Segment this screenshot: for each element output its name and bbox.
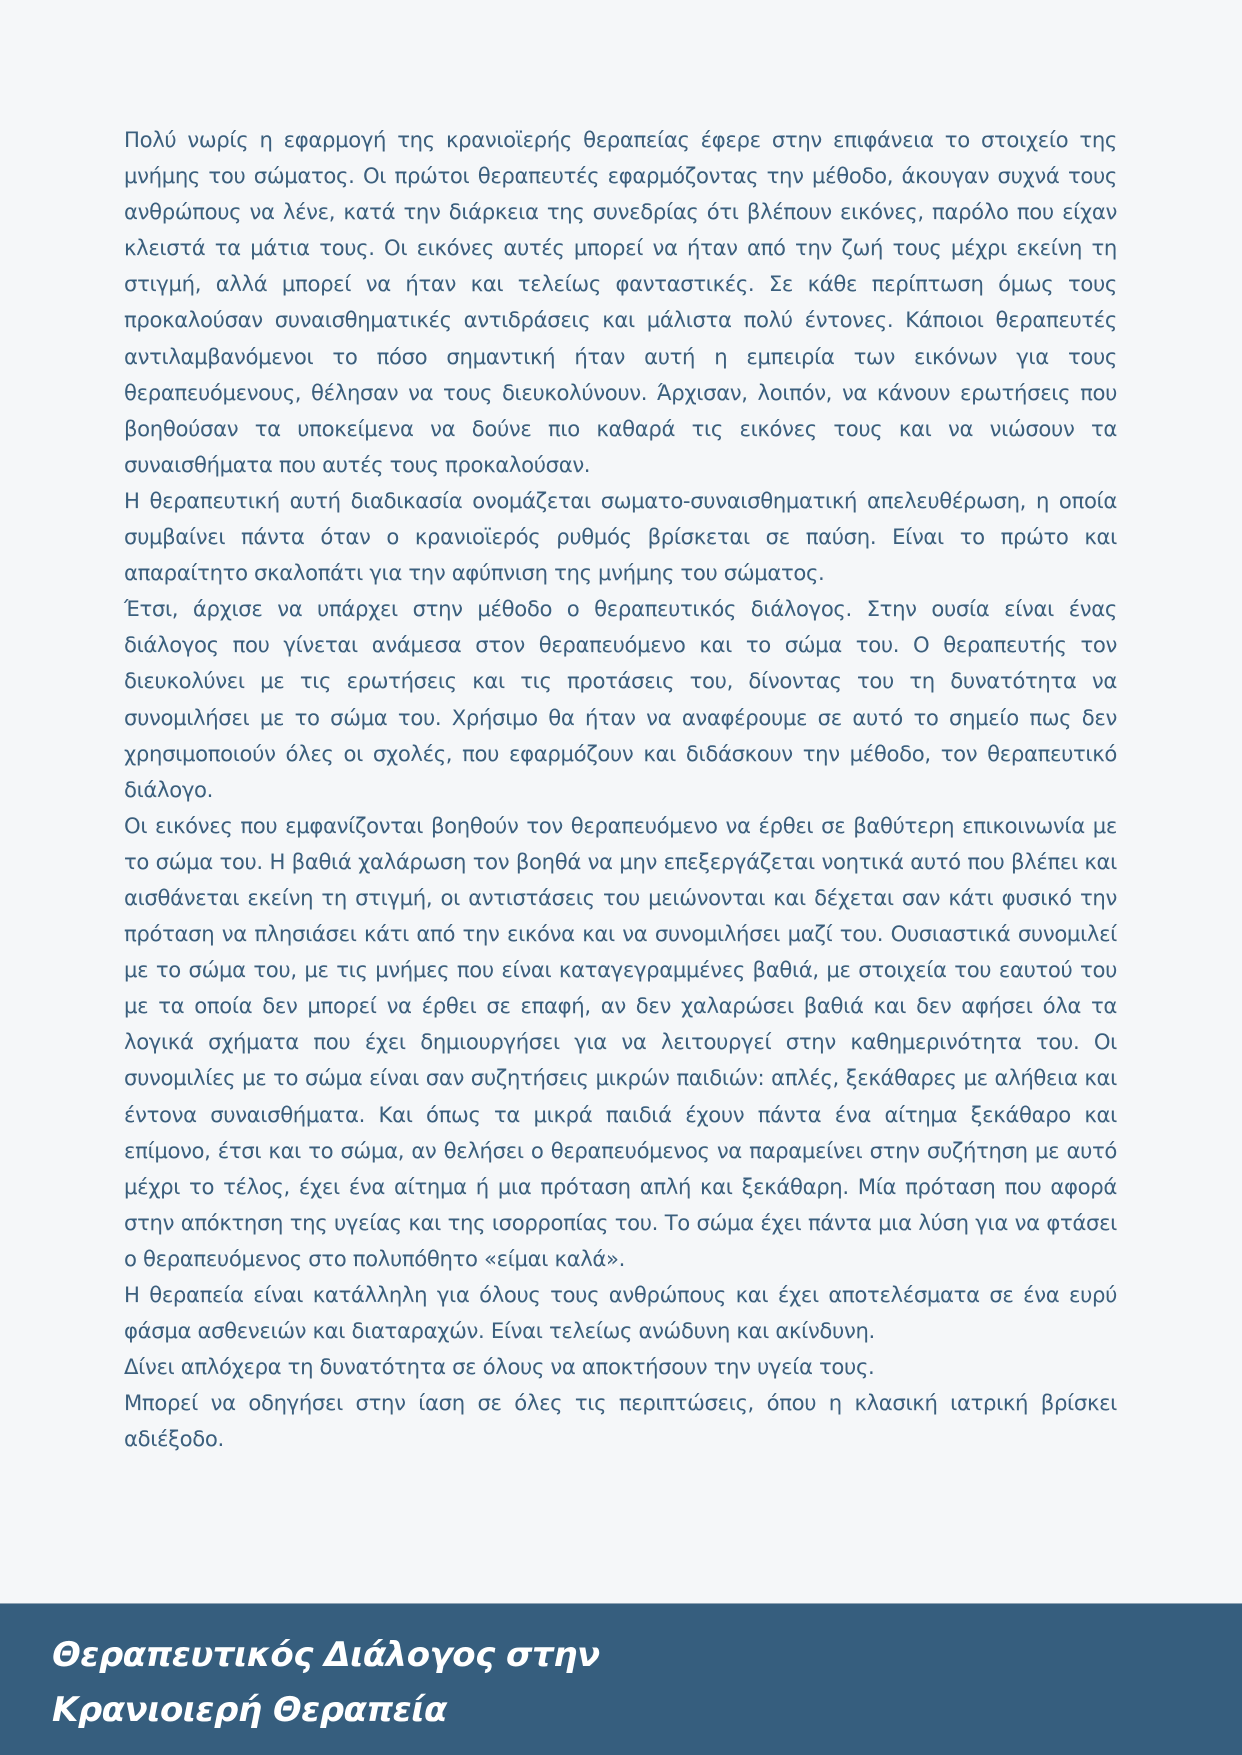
paragraph: Η θεραπεία είναι κατάλληλη για όλους τους ανθρώπους και έχει αποτελέσματα σε ένα ευρύ φάσμα ασθενειών και διαταραχών. Είναι τελείως ανώδυνη και ακίνδυνη. [124, 1282, 1117, 1344]
footer-title [52, 1628, 600, 1738]
article-body [124, 122, 1117, 1457]
paragraph: Μπορεί να οδηγήσει στην ίαση σε όλες τις περιπτώσεις, όπου η κλασική ιατρική βρίσκει αδιέξοδο. [124, 1390, 1117, 1452]
footer-banner [0, 1603, 1242, 1755]
paragraph: Οι εικόνες που εμφανίζονται βοηθούν τον θεραπευόμενο να έρθει σε βαθύτερη επικοινωνία με το σώμα του. Η βαθιά χαλάρωση τον βοηθά να μην επεξεργάζεται νοητικά αυτό που βλέπει και αισθάνεται εκείνη τη στιγμή, οι αντιστάσεις του μειώνονται και δέχεται σαν κάτι φυσικό την πρόταση να πλησιάσει κάτι από την εικόνα και να συνομιλήσει μαζί του. Ουσιαστικά συνομιλεί με το σώμα του, με τις μνήμες που είναι καταγεγραμμένες βαθιά, με στοιχεία του εαυτού του με τα οποία δεν μπορεί να έρθει σε επαφή, αν δεν χαλαρώσει βαθιά και δεν αφήσει όλα τα λογικά σχήματα που έχει δημιουργήσει για να λειτουργεί στην καθημερινότητα του. Οι συνομιλίες με το σώμα είναι σαν συζητήσεις μικρών παιδιών: απλές, ξεκάθαρες με αλήθεια και έντονα συναισθήματα. Και όπως τα μικρά παιδιά έχουν πάντα ένα αίτημα ξεκάθαρο και επίμονο, έτσι και το σώμα, αν θελήσει ο θεραπευόμενος να παραμείνει στην συζήτηση με αυτό μέχρι το τέλος, έχει ένα αίτημα ή μια πρόταση απλή και ξεκάθαρη. Μία πρόταση που αφορά στην απόκτηση της υγείας και της ισορροπίας του. Το σώμα έχει πάντα μια λύση για να φτάσει ο θεραπευόμενος στο πολυπόθητο «είμαι καλά». [124, 812, 1117, 1271]
paragraph: Έτσι, άρχισε να υπάρχει στην μέθοδο ο θεραπευτικός διάλογος. Στην ουσία είναι ένας διάλογος που γίνεται ανάμεσα στον θεραπευόμενο και το σώμα του. Ο θεραπευτής τον διευκολύνει με τις ερωτήσεις και τις προτάσεις του, δίνοντας του τη δυνατότητα να συνομιλήσει με το σώμα του. Χρήσιμο θα ήταν να αναφέρουμε σε αυτό το σημείο πως δεν χρησιμοποιούν όλες οι σχολές, που εφαρμόζουν και διδάσκουν την μέθοδο, τον θεραπευτικό διάλογο. [124, 596, 1117, 802]
footer-title-line-1: Θεραπευτικός Διάλογος στην [52, 1635, 600, 1675]
footer-title-line-2: Κρανιοιερή Θεραπεία [52, 1690, 447, 1730]
paragraph: Δίνει απλόχερα τη δυνατότητα σε όλους να αποκτήσουν την υγεία τους. [124, 1354, 875, 1380]
paragraph: Η θεραπευτική αυτή διαδικασία ονομάζεται σωματο-συναισθηματική απελευθέρωση, η οποία συμβαίνει πάντα όταν ο κρανιοϊερός ρυθμός βρίσκεται σε παύση. Είναι το πρώτο και απαραίτητο σκαλοπάτι για την αφύπνιση της μνήμης του σώματος. [124, 487, 1117, 586]
paragraph: Πολύ νωρίς η εφαρμογή της κρανιοϊερής θεραπείας έφερε στην επιφάνεια το στοιχείο της μνήμης του σώματος. Οι πρώτοι θεραπευτές εφαρμόζοντας την μέθοδο, άκουγαν συχνά τους ανθρώπους να λένε, κατά την διάρκεια της συνεδρίας ότι βλέπουν εικόνες, παρόλο που είχαν κλειστά τα μάτια τους. Οι εικόνες αυτές μπορεί να ήταν από την ζωή τους μέχρι εκείνη τη στιγμή, αλλά μπορεί να ήταν και τελείως φανταστικές. Σε κάθε περίπτωση όμως τους προκαλούσαν συναισθηματικές αντιδράσεις και μάλιστα πολύ έντονες. Κάποιοι θεραπευτές αντιλαμβανόμενοι το πόσο σημαντική ήταν αυτή η εμπειρία των εικόνων για τους θεραπευόμενους, θέλησαν να τους διευκολύνουν. Άρχισαν, λοιπόν, να κάνουν ερωτήσεις που βοηθούσαν τα υποκείμενα να δούνε πιο καθαρά τις εικόνες τους και να νιώσουν τα συναισθήματα που αυτές τους προκαλούσαν. [124, 127, 1117, 477]
